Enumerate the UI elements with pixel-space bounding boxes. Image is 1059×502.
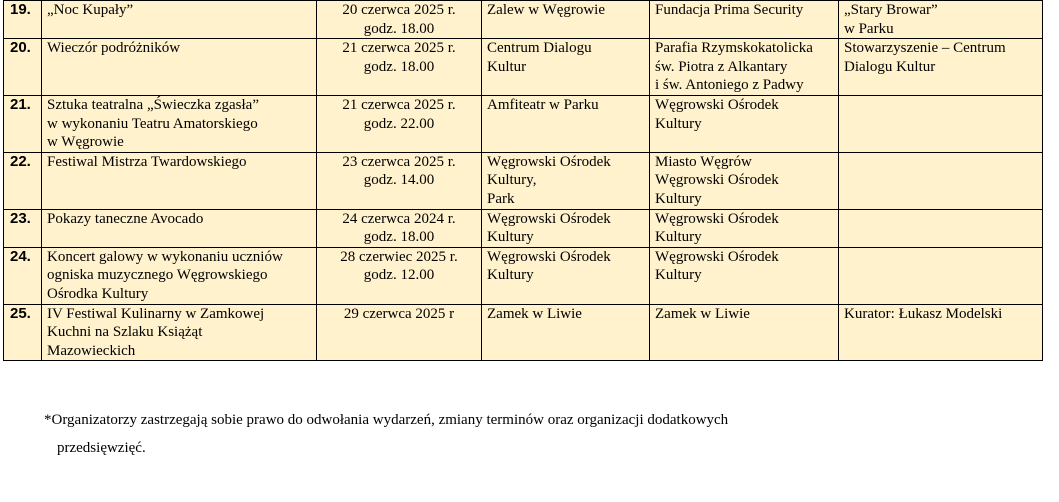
event-organizer-cell xyxy=(650,95,839,152)
event-place-cell xyxy=(482,304,650,361)
event-title-line: „Noc Kupały” xyxy=(47,2,134,18)
event-partner-cell xyxy=(839,95,1043,152)
table-row xyxy=(4,152,1043,209)
table-row xyxy=(4,1,1043,39)
event-date-cell xyxy=(317,152,482,209)
event-title-cell xyxy=(42,39,317,96)
event-number-cell: 25. xyxy=(4,304,42,361)
event-organizer-line: Kultury xyxy=(655,115,702,132)
event-date-line: 29 czerwca 2025 r xyxy=(343,305,455,322)
event-number-cell: 24. xyxy=(4,247,42,304)
event-place-line: Węgrowski Ośrodek xyxy=(487,248,611,265)
event-place-line: Kultury xyxy=(487,267,534,284)
event-place-cell xyxy=(482,39,650,96)
event-partner-cell xyxy=(839,209,1043,247)
event-organizer-line: Węgrowski Ośrodek xyxy=(655,96,779,113)
event-organizer-cell xyxy=(650,247,839,304)
event-organizer-cell xyxy=(650,152,839,209)
event-number-cell: 23. xyxy=(4,209,42,247)
event-date-line: 20 czerwca 2025 r. xyxy=(342,2,456,18)
events-table-body xyxy=(4,1,1043,361)
event-place-line: Kultury xyxy=(487,229,534,246)
event-title-cell xyxy=(42,247,317,304)
event-partner-cell xyxy=(839,247,1043,304)
event-organizer-line: Zamek w Liwie xyxy=(655,305,750,322)
event-number-cell: 19. xyxy=(4,1,42,39)
event-title-line: Koncert galowy w wykonaniu uczniów xyxy=(47,248,283,265)
event-number-cell: 22. xyxy=(4,152,42,209)
event-title-line: ogniska muzycznego Węgrowskiego xyxy=(47,267,268,284)
event-date-cell xyxy=(317,304,482,361)
event-date-cell xyxy=(317,247,482,304)
event-partner-line: w Parku xyxy=(844,20,894,37)
event-title-cell xyxy=(42,152,317,209)
event-date-line: 21 czerwca 2025 r. xyxy=(342,40,456,57)
event-place-line: Węgrowski Ośrodek xyxy=(487,210,611,227)
event-organizer-line: Węgrowski Ośrodek xyxy=(655,172,779,189)
event-organizer-cell xyxy=(650,39,839,96)
table-row xyxy=(4,247,1043,304)
event-title-line: Pokazy taneczne Avocado xyxy=(47,210,204,227)
event-title-cell xyxy=(42,304,317,361)
event-place-line: Kultur xyxy=(487,58,527,75)
event-partner-cell xyxy=(839,1,1043,39)
event-partner-cell xyxy=(839,304,1043,361)
footnote-continuation: przedsięwzięć. xyxy=(57,440,146,456)
event-organizer-line: i św. Antoniego z Padwy xyxy=(655,77,804,94)
event-place-line: Zalew w Węgrowie xyxy=(487,2,606,18)
event-organizer-line: św. Piotra z Alkantary xyxy=(655,58,788,75)
event-date-cell xyxy=(317,39,482,96)
event-partner-cell xyxy=(839,39,1043,96)
event-place-line: Amfiteatr w Parku xyxy=(487,96,599,113)
event-place-cell xyxy=(482,152,650,209)
event-organizer-line: Miasto Węgrów xyxy=(655,153,752,170)
event-title-cell xyxy=(42,1,317,39)
event-title-line: IV Festiwal Kulinarny w Zamkowej xyxy=(47,305,265,322)
event-date-line: godz. 14.00 xyxy=(363,172,435,189)
event-date-line: godz. 18.00 xyxy=(363,229,435,246)
event-number-cell: 21. xyxy=(4,95,42,152)
table-row xyxy=(4,39,1043,96)
event-date-cell xyxy=(317,1,482,39)
events-table xyxy=(3,0,1043,361)
event-number-cell: 20. xyxy=(4,39,42,96)
event-place-line: Centrum Dialogu xyxy=(487,40,592,57)
event-title-cell xyxy=(42,209,317,247)
event-partner-line: Dialogu Kultur xyxy=(844,58,936,75)
event-place-cell xyxy=(482,1,650,39)
event-date-cell xyxy=(317,209,482,247)
event-organizer-line: Kultury xyxy=(655,267,702,284)
event-partner-line: Stowarzyszenie – Centrum xyxy=(844,40,1006,57)
event-title-line: w Węgrowie xyxy=(47,134,124,151)
event-organizer-cell xyxy=(650,209,839,247)
event-organizer-line: Parafia Rzymskokatolicka xyxy=(655,40,813,57)
event-place-line: Zamek w Liwie xyxy=(487,305,582,322)
event-organizer-line: Kultury xyxy=(655,229,702,246)
table-row xyxy=(4,209,1043,247)
event-title-line: w wykonaniu Teatru Amatorskiego xyxy=(47,115,258,132)
table-row xyxy=(4,95,1043,152)
event-title-line: Mazowieckich xyxy=(47,342,136,359)
table-row xyxy=(4,304,1043,361)
event-date-line: godz. 18.00 xyxy=(363,58,435,75)
event-place-line: Węgrowski Ośrodek xyxy=(487,153,611,170)
event-date-line: godz. 22.00 xyxy=(363,115,435,132)
event-date-cell xyxy=(317,95,482,152)
event-title-line: Festiwal Mistrza Twardowskiego xyxy=(47,153,247,170)
event-place-cell xyxy=(482,95,650,152)
event-partner-cell xyxy=(839,152,1043,209)
event-partner-line: „Stary Browar” xyxy=(844,2,938,18)
footnote: *Organizatorzy zastrzegają sobie prawo do odwołania wydarzeń, zmiany terminów oraz organizacji dodatkowych xyxy=(44,412,729,428)
event-date-line: 23 czerwca 2025 r. xyxy=(342,153,456,170)
event-date-line: godz. 18.00 xyxy=(363,20,435,37)
event-organizer-line: Węgrowski Ośrodek xyxy=(655,248,779,265)
event-date-line: 21 czerwca 2025 r. xyxy=(342,96,456,113)
event-title-line: Wieczór podróżników xyxy=(47,40,181,57)
event-title-line: Ośrodka Kultury xyxy=(47,285,149,302)
event-partner-line: Kurator: Łukasz Modelski xyxy=(844,305,1003,322)
event-organizer-cell xyxy=(650,304,839,361)
event-date-line: godz. 12.00 xyxy=(363,267,435,284)
event-organizer-line: Kultury xyxy=(655,190,702,207)
event-title-line: Sztuka teatralna „Świeczka zgasła” xyxy=(47,96,259,113)
event-organizer-line: Fundacja Prima Security xyxy=(655,2,804,18)
event-title-cell xyxy=(42,95,317,152)
event-title-line: Kuchni na Szlaku Książąt xyxy=(47,324,203,341)
event-place-line: Kultury, xyxy=(487,172,537,189)
event-organizer-line: Węgrowski Ośrodek xyxy=(655,210,779,227)
event-date-line: 28 czerwiec 2025 r. xyxy=(340,248,458,265)
event-place-cell xyxy=(482,247,650,304)
event-date-line: 24 czerwca 2024 r. xyxy=(342,210,456,227)
event-place-cell xyxy=(482,209,650,247)
event-organizer-cell xyxy=(650,1,839,39)
event-place-line: Park xyxy=(487,190,515,207)
